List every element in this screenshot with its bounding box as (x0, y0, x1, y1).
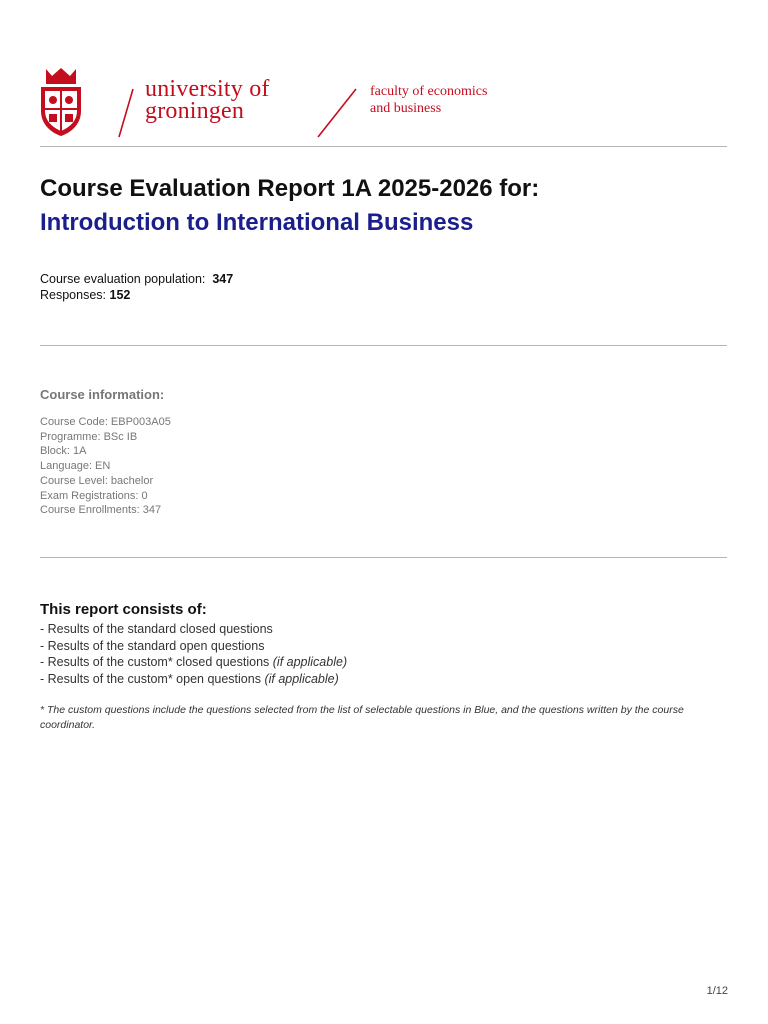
course-info-item: Programme: BSc IB (40, 430, 138, 443)
faculty-name: faculty of economics and business (370, 84, 488, 116)
course-info-list (40, 415, 171, 518)
consists-heading: This report consists of: (40, 601, 207, 618)
course-info-item: Course Enrollments: 347 (40, 504, 162, 517)
university-name: university of groningen (145, 76, 270, 124)
consists-list (40, 621, 347, 687)
course-info-item: Course Level: bachelor (40, 474, 154, 487)
report-title: Course Evaluation Report 1A 2025-2026 for: (40, 175, 540, 202)
consists-item: - Results of the standard open questions (40, 638, 265, 653)
consists-item: - Results of the custom* closed questions (if applicable) (40, 655, 348, 669)
page-number: 1/12 (706, 985, 728, 997)
course-info-item: Course Code: EBP003A05 (40, 416, 171, 428)
header-divider (40, 146, 727, 147)
course-name: Introduction to International Business (40, 209, 474, 236)
consists-item: - Results of the custom* open questions (if applicable) (40, 671, 339, 686)
consists-item: - Results of the standard closed questions (40, 622, 273, 636)
faculty-divider-slash (317, 88, 357, 138)
course-info-item: Block: 1A (40, 445, 87, 458)
course-info-item: Language: EN (40, 460, 111, 473)
course-info-heading: Course information: (40, 387, 165, 402)
section-divider (40, 345, 727, 346)
custom-questions-note: * The custom questions include the questions selected from the list of selectable questions in Blue, and the questions written by the course coordinator. (40, 704, 684, 731)
logo-divider-slash (118, 88, 134, 138)
section-divider (40, 557, 727, 558)
university-crest-icon (38, 67, 84, 137)
responses-stat: Responses: 152 (40, 288, 131, 302)
course-info-item: Exam Registrations: 0 (40, 489, 148, 502)
population-stat: Course evaluation population: 347 (40, 272, 234, 286)
